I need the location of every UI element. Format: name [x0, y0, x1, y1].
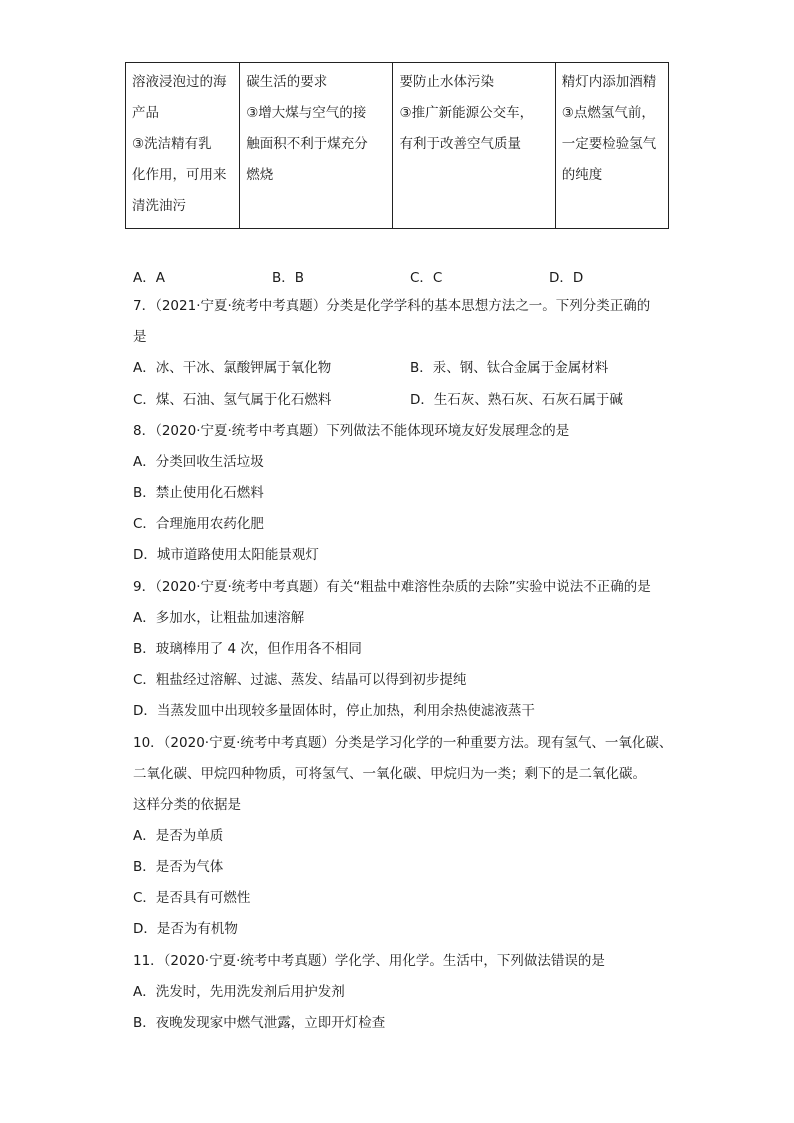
cell-text: 燃烧	[246, 167, 274, 183]
cell-text: 有利于改善空气质量	[399, 136, 521, 152]
cell-text: 精灯内添加酒精	[561, 74, 657, 90]
option-a: A．洗发时，先用洗发剂后用护发剂	[133, 984, 345, 1000]
cell-text: ③洗洁精有乳	[132, 136, 212, 152]
question-6-options	[133, 266, 673, 286]
option-d: D．生石灰、熟石灰、石灰石属于碱	[410, 392, 623, 408]
option-a: A．是否为单质	[133, 828, 224, 844]
option-a: A．多加水，让粗盐加速溶解	[133, 610, 305, 626]
question-stem-continued: 是	[133, 329, 147, 345]
table-cell-1	[126, 63, 240, 229]
cell-text: 产品	[132, 105, 159, 121]
option-c: C．煤、石油、氢气属于化石燃料	[133, 392, 332, 408]
option-a: A．冰、干冰、氯酸钾属于氧化物	[133, 360, 332, 376]
cell-text: 碳生活的要求	[246, 74, 328, 90]
option-a: A．A	[133, 270, 165, 286]
option-c: C．是否具有可燃性	[133, 890, 251, 906]
question-stem-continued: 二氧化碳、甲烷四种物质，可将氢气、一氧化碳、甲烷归为一类；剩下的是二氧化碳。	[133, 766, 646, 782]
option-b: B．禁止使用化石燃料	[133, 485, 264, 501]
option-c: C．粗盐经过溶解、过滤、蒸发、结晶可以得到初步提纯	[133, 672, 467, 688]
cell-text: 清洗油污	[132, 198, 186, 214]
cell-text: 一定要检验氢气	[561, 136, 657, 152]
table-cell-3	[393, 63, 555, 229]
option-b: B．B	[272, 270, 305, 286]
option-d: D．当蒸发皿中出现较多量固体时，停止加热，利用余热使滤液蒸干	[133, 703, 535, 719]
option-d: D．是否为有机物	[133, 921, 238, 937]
table-row	[126, 63, 669, 229]
question-stem: 8．（2020·宁夏·统考中考真题）下列做法不能体现环境友好发展理念的是	[133, 423, 570, 439]
cell-text: ③点燃氢气前，	[561, 105, 655, 121]
option-d: D．D	[549, 270, 584, 286]
option-b: B．玻璃棒用了 4 次，但作用各不相同	[133, 641, 362, 657]
question-stem: 7．（2021·宁夏·统考中考真题）分类是化学学科的基本思想方法之一。下列分类正确的	[133, 298, 651, 314]
cell-text: 的纯度	[561, 167, 603, 183]
question-stem: 9．（2020·宁夏·统考中考真题）有关“粗盐中难溶性杂质的去除”实验中说法不正确的是	[133, 579, 651, 595]
option-d: D．城市道路使用太阳能景观灯	[133, 547, 319, 563]
question-6-table	[125, 62, 669, 229]
question-stem: 10．（2020·宁夏·统考中考真题）分类是学习化学的一种重要方法。现有氢气、一氧化碳、	[133, 735, 673, 751]
question-stem: 11．（2020·宁夏·统考中考真题）学化学、用化学。生活中，下列做法错误的是	[133, 953, 605, 969]
table-cell-2	[240, 63, 393, 229]
cell-text: ③增大煤与空气的接	[246, 105, 367, 121]
option-b: B．夜晚发现家中燃气泄露，立即开灯检查	[133, 1015, 386, 1031]
option-c: C．合理施用农药化肥	[133, 516, 264, 532]
option-b: B．汞、钢、钛合金属于金属材料	[410, 360, 609, 376]
option-c: C．C	[410, 270, 443, 286]
cell-text: 溶液浸泡过的海	[132, 74, 227, 90]
cell-text: ③推广新能源公交车，	[399, 105, 534, 121]
cell-text: 化作用，可用来	[132, 167, 227, 183]
table-cell-4	[555, 63, 668, 229]
option-a: A．分类回收生活垃圾	[133, 454, 264, 470]
cell-text: 触面积不利于煤充分	[246, 136, 368, 152]
question-stem-continued: 这样分类的依据是	[133, 797, 241, 813]
option-b: B．是否为气体	[133, 859, 224, 875]
cell-text: 要防止水体污染	[399, 74, 494, 90]
